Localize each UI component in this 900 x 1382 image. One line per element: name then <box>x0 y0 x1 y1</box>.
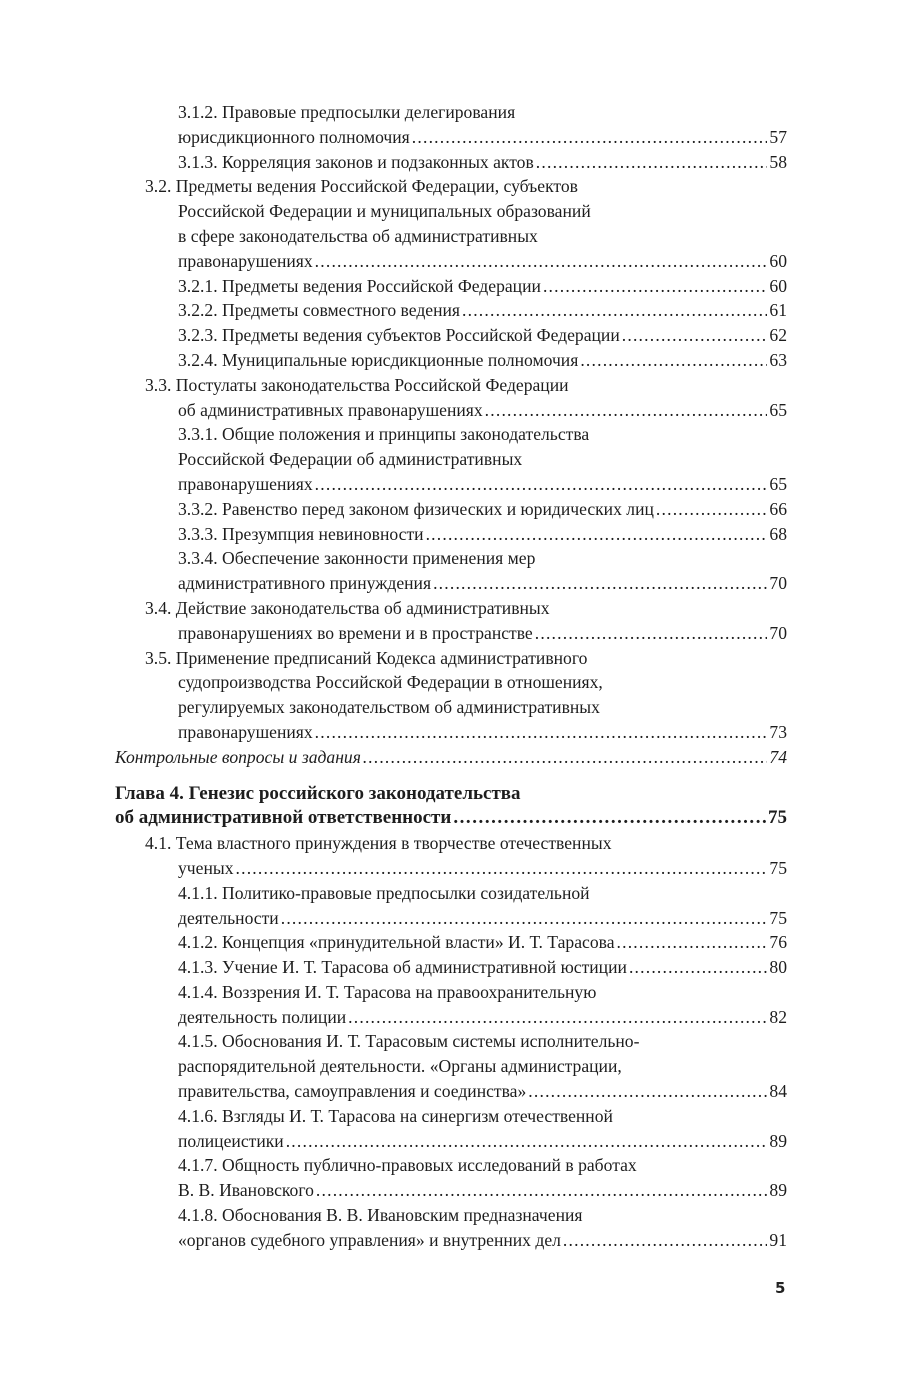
toc-entry-title: 4.1.2. Концепция «принудительной власти» И. Т. Тарасова <box>178 932 615 953</box>
toc-line <box>115 1228 787 1253</box>
toc-entry-title: 4.1.4. Воззрения И. Т. Тарасова на правоохранительную <box>178 981 597 1002</box>
toc-entry[interactable] <box>115 1153 787 1203</box>
toc-entry[interactable] <box>115 546 787 596</box>
toc-line <box>115 782 787 807</box>
toc-entry[interactable] <box>115 1104 787 1154</box>
toc-entry-title: распорядительной деятельности. «Органы администрации, <box>178 1056 622 1077</box>
toc-entry-title: правонарушениях <box>178 250 313 271</box>
toc-entry-title: 3.2. Предметы ведения Российской Федерации, субъектов <box>145 176 578 197</box>
toc-page-number: 89 <box>769 1130 787 1151</box>
toc-line <box>115 199 787 224</box>
toc-page-number: 73 <box>769 721 787 742</box>
toc-line <box>115 571 787 596</box>
toc-entry[interactable] <box>115 980 787 1030</box>
toc-entry-title: 4.1.8. Обоснования В. В. Ивановским предназначения <box>178 1205 583 1226</box>
toc-page-number: 66 <box>769 498 787 519</box>
toc-line <box>115 1203 787 1228</box>
toc-page-number: 62 <box>769 325 787 346</box>
toc-entry-title: 3.4. Действие законодательства об административных <box>145 597 550 618</box>
toc-page-number: 76 <box>769 932 787 953</box>
toc-line <box>115 174 787 199</box>
toc-line <box>115 621 787 646</box>
toc-page-number: 57 <box>769 126 787 147</box>
dot-leader <box>617 930 768 955</box>
toc-entry[interactable] <box>115 298 787 323</box>
toc-line <box>115 695 787 720</box>
toc-line <box>115 298 787 323</box>
toc-page-number: 61 <box>769 300 787 321</box>
toc-page-number: 82 <box>769 1006 787 1027</box>
toc-line <box>115 348 787 373</box>
dot-leader <box>281 906 768 931</box>
dot-leader <box>236 856 768 881</box>
toc-line <box>115 955 787 980</box>
toc-page-number: 58 <box>769 151 787 172</box>
toc-entry[interactable] <box>115 881 787 931</box>
dot-leader <box>363 745 768 770</box>
toc-line <box>115 906 787 931</box>
toc-line <box>115 274 787 299</box>
toc-entry-title: в сфере законодательства об административных <box>178 225 538 246</box>
table-of-contents <box>115 100 787 1253</box>
toc-entry-title: 3.1.3. Корреляция законов и подзаконных актов <box>178 151 534 172</box>
toc-entry-title: 4.1. Тема властного принуждения в творчестве отечественных <box>145 833 612 854</box>
toc-entry-title: Контрольные вопросы и задания <box>115 746 361 767</box>
toc-line <box>115 323 787 348</box>
toc-entry-title: 3.2.2. Предметы совместного ведения <box>178 300 461 321</box>
dot-leader <box>426 522 768 547</box>
toc-page-number: 60 <box>769 250 787 271</box>
toc-page-number: 70 <box>769 622 787 643</box>
toc-entry[interactable] <box>115 150 787 175</box>
toc-line <box>115 930 787 955</box>
toc-entry-title: об административной ответственности <box>115 807 452 829</box>
dot-leader <box>485 398 768 423</box>
toc-page-number: 63 <box>769 349 787 370</box>
dot-leader <box>656 497 767 522</box>
toc-entry-title: правонарушениях <box>178 721 313 742</box>
toc-entry[interactable] <box>115 930 787 955</box>
toc-line <box>115 150 787 175</box>
toc-entry-title: 3.2.1. Предметы ведения Российской Федерации <box>178 275 541 296</box>
toc-line <box>115 1005 787 1030</box>
toc-entry-title: деятельность полиции <box>178 1006 347 1027</box>
toc-line <box>115 447 787 472</box>
toc-line <box>115 670 787 695</box>
toc-line <box>115 398 787 423</box>
toc-line <box>115 980 787 1005</box>
toc-entry-title: 3.3.4. Обеспечение законности применения мер <box>178 548 536 569</box>
toc-entry[interactable] <box>115 373 787 423</box>
toc-entry-title: 4.1.5. Обоснования И. Т. Тарасовым системы исполнительно- <box>178 1031 640 1052</box>
toc-line <box>115 522 787 547</box>
toc-line <box>115 856 787 881</box>
toc-line <box>115 422 787 447</box>
toc-line <box>115 373 787 398</box>
toc-line <box>115 100 787 125</box>
toc-entry-title: полицеистики <box>178 1130 284 1151</box>
toc-entry-title: об административных правонарушениях <box>178 399 483 420</box>
toc-line <box>115 472 787 497</box>
dot-leader <box>629 955 767 980</box>
toc-entry-title: правительства, самоуправления и соединства» <box>178 1081 527 1102</box>
toc-entry-title: 3.3.1. Общие положения и принципы законодательства <box>178 424 590 445</box>
dot-leader <box>433 571 767 596</box>
toc-entry[interactable] <box>115 596 787 646</box>
toc-entry-title: 3.3. Постулаты законодательства Российской Федерации <box>145 374 569 395</box>
toc-page-number: 60 <box>769 275 787 296</box>
toc-entry-title: «органов судебного управления» и внутренних дел <box>178 1229 561 1250</box>
toc-entry[interactable] <box>115 831 787 881</box>
toc-entry-title: 3.3.3. Презумпция невиновности <box>178 523 424 544</box>
toc-page-number: 70 <box>769 573 787 594</box>
toc-line <box>115 831 787 856</box>
toc-entry[interactable] <box>115 323 787 348</box>
toc-line <box>115 1153 787 1178</box>
toc-entry[interactable] <box>115 955 787 980</box>
toc-entry-title: регулируемых законодательством об административных <box>178 697 600 718</box>
toc-line <box>115 1079 787 1104</box>
toc-line <box>115 596 787 621</box>
toc-entry-title: административного принуждения <box>178 573 432 594</box>
toc-entry-title: 3.3.2. Равенство перед законом физических и юридических лиц <box>178 498 654 519</box>
toc-page-number: 75 <box>768 807 787 829</box>
toc-entry[interactable] <box>115 745 787 770</box>
dot-leader <box>315 249 768 274</box>
toc-line <box>115 1129 787 1154</box>
toc-chapter[interactable] <box>115 782 787 832</box>
toc-line <box>115 1104 787 1129</box>
toc-page-number: 89 <box>769 1180 787 1201</box>
toc-line <box>115 546 787 571</box>
toc-line <box>115 1054 787 1079</box>
toc-line <box>115 881 787 906</box>
toc-entry-title: 3.2.3. Предметы ведения субъектов Российской Федерации <box>178 325 620 346</box>
toc-line <box>115 1178 787 1203</box>
toc-entry[interactable] <box>115 1029 787 1103</box>
toc-line <box>115 224 787 249</box>
toc-entry[interactable] <box>115 348 787 373</box>
toc-entry-title: ученых <box>178 857 234 878</box>
toc-entry-title: 4.1.7. Общность публично-правовых исследований в работах <box>178 1155 637 1176</box>
toc-entry[interactable] <box>115 1203 787 1253</box>
toc-page-number: 65 <box>769 399 787 420</box>
toc-entry[interactable] <box>115 497 787 522</box>
dot-leader <box>580 348 767 373</box>
dot-leader <box>543 274 767 299</box>
toc-entry[interactable] <box>115 274 787 299</box>
toc-line <box>115 806 787 831</box>
toc-line <box>115 720 787 745</box>
toc-entry[interactable] <box>115 422 787 496</box>
toc-entry-title: Российской Федерации и муниципальных образований <box>178 201 591 222</box>
dot-leader <box>462 298 767 323</box>
toc-entry-title: 3.2.4. Муниципальные юрисдикционные полномочия <box>178 349 579 370</box>
toc-page-number: 65 <box>769 473 787 494</box>
dot-leader <box>536 150 768 175</box>
dot-leader <box>535 621 768 646</box>
toc-entry-title: 4.1.6. Взгляды И. Т. Тарасова на синергизм отечественной <box>178 1105 613 1126</box>
toc-page-number: 80 <box>769 957 787 978</box>
toc-page-number: 68 <box>769 523 787 544</box>
dot-leader <box>348 1005 767 1030</box>
toc-entry-title: Российской Федерации об административных <box>178 449 523 470</box>
dot-leader <box>286 1129 768 1154</box>
toc-entry-title: правонарушениях во времени и в пространстве <box>178 622 533 643</box>
toc-entry[interactable] <box>115 100 787 150</box>
toc-entry-title: Глава 4. Генезис российского законодательства <box>115 782 521 804</box>
dot-leader <box>453 806 766 831</box>
toc-line <box>115 125 787 150</box>
toc-entry-title: 3.1.2. Правовые предпосылки делегирования <box>178 102 516 122</box>
dot-leader <box>315 472 768 497</box>
toc-line <box>115 745 787 770</box>
dot-leader <box>622 323 768 348</box>
dot-leader <box>316 1178 768 1203</box>
toc-entry-title: судопроизводства Российской Федерации в отношениях, <box>178 672 603 693</box>
toc-entry[interactable] <box>115 522 787 547</box>
toc-page-number: 91 <box>769 1229 787 1250</box>
dot-leader <box>563 1228 767 1253</box>
toc-entry[interactable] <box>115 646 787 745</box>
toc-entry-title: 4.1.3. Учение И. Т. Тарасова об административной юстиции <box>178 957 627 978</box>
toc-entry-title: юрисдикционного полномочия <box>178 126 410 147</box>
toc-page-number: 74 <box>769 746 787 767</box>
toc-entry-title: 4.1.1. Политико-правовые предпосылки созидательной <box>178 882 590 903</box>
toc-entry-title: правонарушениях <box>178 473 313 494</box>
toc-entry-title: В. В. Ивановского <box>178 1180 314 1201</box>
page-number: 5 <box>775 1279 786 1297</box>
toc-page-number: 75 <box>769 857 787 878</box>
toc-page-number: 84 <box>769 1081 787 1102</box>
toc-entry[interactable] <box>115 174 787 273</box>
dot-leader <box>528 1079 767 1104</box>
toc-entry-title: 3.5. Применение предписаний Кодекса административного <box>145 647 588 668</box>
toc-line <box>115 249 787 274</box>
dot-leader <box>412 125 768 150</box>
toc-line <box>115 497 787 522</box>
dot-leader <box>315 720 768 745</box>
toc-page-number: 75 <box>769 907 787 928</box>
toc-line <box>115 646 787 671</box>
toc-line <box>115 1029 787 1054</box>
toc-entry-title: деятельности <box>178 907 279 928</box>
